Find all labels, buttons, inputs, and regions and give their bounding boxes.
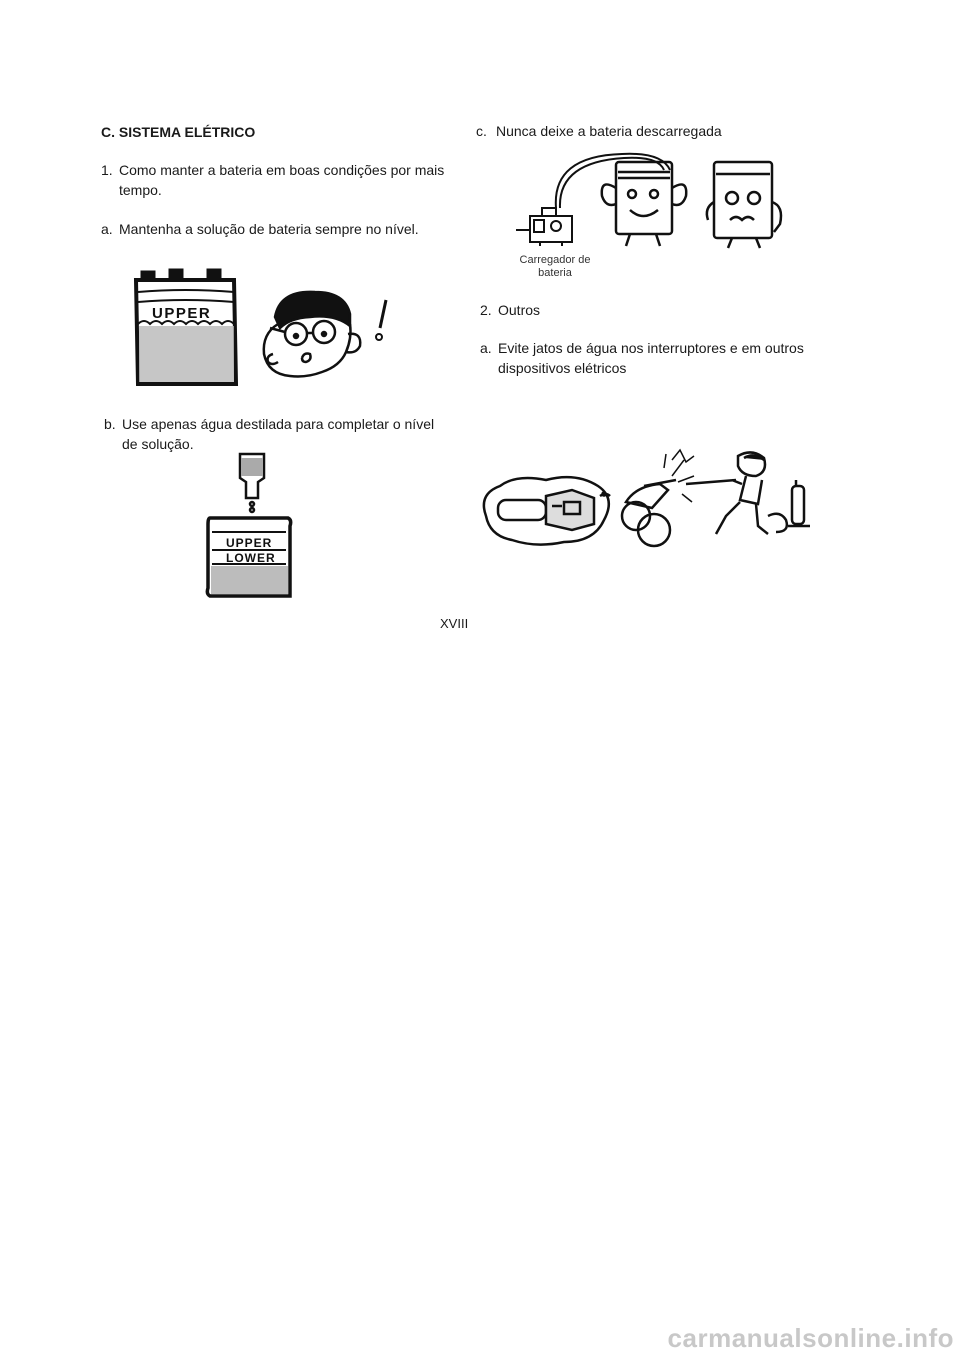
- battery-charger-icon: [516, 208, 572, 246]
- surprised-face-icon: [264, 292, 360, 377]
- sad-battery-icon: [707, 162, 781, 248]
- item-2a-text-line1: Evite jatos de água nos interruptores e em outros: [498, 340, 804, 356]
- item-2-number: 2.: [480, 302, 492, 318]
- battery-charger-illustration: [512, 148, 792, 260]
- battery-upper-label: UPPER: [226, 536, 273, 550]
- item-a-text: Mantenha a solução de bateria sempre no nível.: [119, 221, 419, 237]
- item-2a-letter: a.: [480, 340, 492, 356]
- section-title: C. SISTEMA ELÉTRICO: [101, 124, 256, 140]
- water-pump-icon: [788, 480, 810, 526]
- battery-lower-label: LOWER: [226, 551, 276, 565]
- item-1-text-line1: Como manter a bateria em boas condições por mais: [119, 162, 445, 178]
- item-2a-text-line2: dispositivos elétricos: [498, 360, 627, 376]
- item-c-letter: c.: [476, 123, 487, 139]
- item-b-text-line1: Use apenas água destilada para completar o nível: [122, 416, 435, 432]
- charger-caption-line2: bateria: [538, 267, 572, 279]
- happy-battery-icon: [602, 162, 686, 246]
- item-b-letter: b.: [104, 416, 116, 432]
- item-c-text: Nunca deixe a bateria descarregada: [496, 123, 722, 139]
- item-a-letter: a.: [101, 221, 113, 237]
- item-1-text-line2: tempo.: [119, 182, 162, 198]
- battery-upper-label: UPPER: [152, 305, 212, 322]
- item-b-text-line2: de solução.: [122, 436, 194, 452]
- motorcycle-icon: [622, 480, 676, 546]
- battery-level-illustration: [130, 262, 420, 392]
- handlebar-switch-icon: [484, 477, 610, 544]
- water-jet-illustration: [476, 446, 816, 556]
- charger-caption-line1: Carregador de: [519, 254, 591, 266]
- item-2-text: Outros: [498, 302, 541, 318]
- distilled-water-illustration: [200, 450, 300, 600]
- water-bottle-icon: [240, 454, 264, 512]
- man-spraying-icon: [716, 452, 787, 534]
- page-number: XVIII: [440, 616, 469, 631]
- item-1-number: 1.: [101, 162, 113, 178]
- water-spray-icon: [664, 450, 736, 502]
- watermark: carmanualsonline.info: [667, 1323, 954, 1353]
